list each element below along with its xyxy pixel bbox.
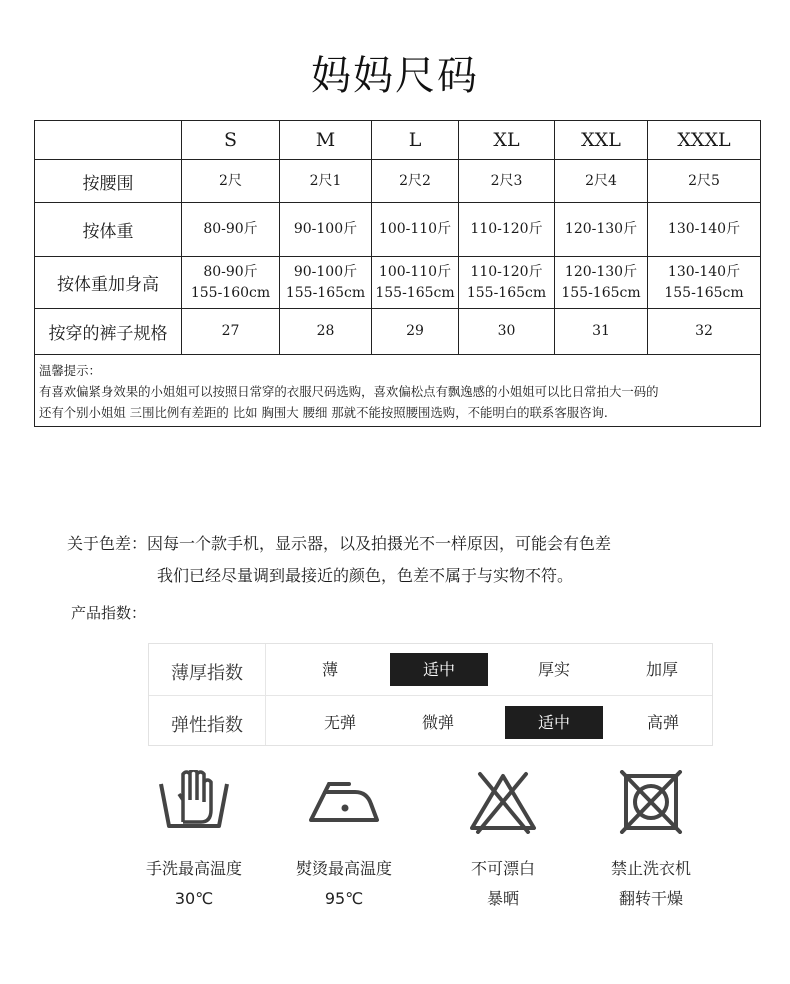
- color-difference-note: [67, 528, 611, 592]
- elasticity-option-none: 无弹: [323, 713, 356, 732]
- table-cell: 29: [372, 309, 459, 355]
- thickness-option-thin: 薄: [321, 660, 338, 679]
- table-cell: 2尺: [182, 160, 280, 203]
- thickness-index-label: 薄厚指数: [171, 663, 243, 684]
- table-cell: [182, 257, 280, 309]
- table-cell: [459, 257, 555, 309]
- weight-value: 110-120斤: [470, 263, 543, 280]
- table-cell: 2尺1: [280, 160, 372, 203]
- height-value: 155-165cm: [664, 284, 744, 301]
- elasticity-option-high: 高弹: [646, 713, 679, 732]
- note-line: 有喜欢偏紧身效果的小姐姐可以按照日常穿的衣服尺码选购，喜欢偏松点有飘逸感的小姐姐可以比日常拍大一码的: [39, 384, 659, 399]
- table-cell: 90-100斤: [280, 203, 372, 257]
- table-cell: 28: [280, 309, 372, 355]
- care-label: 熨烫最高温度: [295, 859, 392, 878]
- divider: [265, 644, 266, 745]
- table-cell: 100-110斤: [372, 203, 459, 257]
- size-notes: [35, 355, 761, 427]
- header-cell: [35, 121, 182, 160]
- table-cell: 2尺5: [648, 160, 761, 203]
- care-item-no-machine-wash: [581, 770, 721, 914]
- page-title: 妈妈尺码: [311, 53, 479, 99]
- weight-value: 90-100斤: [293, 263, 358, 280]
- hand-wash-icon: [157, 770, 231, 834]
- product-index-table: [148, 643, 713, 746]
- product-index-title: 产品指数：: [71, 604, 147, 622]
- table-cell: 120-130斤: [555, 203, 648, 257]
- table-cell: 30: [459, 309, 555, 355]
- table-cell: 110-120斤: [459, 203, 555, 257]
- weight-value: 120-130斤: [564, 263, 638, 280]
- row-label: 按体重: [35, 203, 182, 257]
- table-cell: 2尺4: [555, 160, 648, 203]
- thickness-option-extra-thick: 加厚: [645, 660, 678, 679]
- weight-value: 100-110斤: [378, 263, 452, 280]
- thickness-option-thick: 厚实: [537, 660, 570, 679]
- table-cell: 2尺2: [372, 160, 459, 203]
- no-bleach-icon: [466, 770, 540, 834]
- care-item-no-bleach: [433, 770, 573, 914]
- care-label: 不可漂白: [470, 859, 535, 878]
- header-cell: M: [280, 121, 372, 160]
- header-cell: S: [182, 121, 280, 160]
- weight-value: 80-90斤: [203, 263, 258, 280]
- table-cell: [555, 257, 648, 309]
- table-cell: 80-90斤: [182, 203, 280, 257]
- care-temperature: 30℃: [174, 889, 214, 908]
- header-cell: L: [372, 121, 459, 160]
- table-cell: 130-140斤: [648, 203, 761, 257]
- table-cell: [280, 257, 372, 309]
- row-label: 按穿的裤子规格: [35, 309, 182, 355]
- table-row: [35, 203, 761, 257]
- table-cell: 2尺3: [459, 160, 555, 203]
- table-cell: [648, 257, 761, 309]
- height-value: 155-165cm: [375, 284, 455, 301]
- elasticity-option-slight: 微弹: [421, 713, 454, 732]
- care-label: 暴晒: [486, 889, 519, 908]
- table-cell: 32: [648, 309, 761, 355]
- elasticity-index-label: 弹性指数: [171, 715, 243, 736]
- table-row: [35, 309, 761, 355]
- table-cell: [372, 257, 459, 309]
- header-cell: XL: [459, 121, 555, 160]
- elasticity-option-medium: 适中: [505, 706, 603, 739]
- divider: [149, 695, 712, 696]
- note-line: 温馨提示：: [39, 363, 101, 378]
- care-item-hand-wash: [124, 770, 264, 914]
- size-chart-table: [34, 120, 761, 427]
- height-value: 155-160cm: [190, 284, 271, 301]
- color-note-line: 关于色差：因每一个款手机，显示器，以及拍摄光不一样原因，可能会有色差: [67, 534, 612, 553]
- height-value: 155-165cm: [285, 284, 366, 301]
- header-cell: XXL: [555, 121, 648, 160]
- table-cell: 31: [555, 309, 648, 355]
- table-row: [35, 257, 761, 309]
- care-label: 禁止洗衣机: [610, 859, 691, 878]
- care-label: 翻转干燥: [618, 889, 683, 908]
- height-value: 155-165cm: [561, 284, 641, 301]
- care-temperature: 95℃: [324, 889, 364, 908]
- color-note-line: 我们已经尽量调到最接近的颜色，色差不属于与实物不符。: [157, 566, 574, 585]
- care-label: 手洗最高温度: [145, 859, 242, 878]
- size-header-row: [35, 121, 761, 160]
- row-label: 按体重加身高: [35, 257, 182, 309]
- thickness-option-medium: 适中: [390, 653, 488, 686]
- table-cell: 27: [182, 309, 280, 355]
- note-line: 还有个别小姐姐 三围比例有差距的 比如 胸围大 腰细 那就不能按照腰围选购，不能明白的联系客服咨询.: [39, 405, 608, 420]
- notes-row: [35, 355, 761, 427]
- no-machine-wash-icon: [614, 770, 688, 834]
- iron-icon: [307, 770, 381, 834]
- row-label: 按腰围: [35, 160, 182, 203]
- weight-value: 130-140斤: [667, 263, 741, 280]
- table-row: [35, 160, 761, 203]
- care-item-ironing: [274, 770, 414, 914]
- height-value: 155-165cm: [466, 284, 547, 301]
- header-cell: XXXL: [648, 121, 761, 160]
